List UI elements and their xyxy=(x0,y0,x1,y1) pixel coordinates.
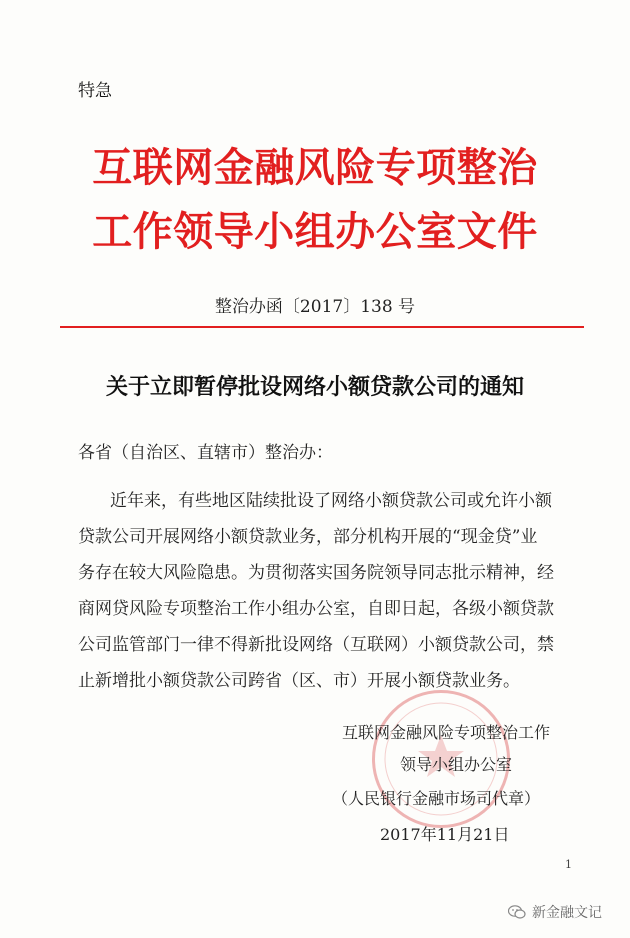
signature-proxy: （人民银行金融市场司代章） xyxy=(332,789,541,808)
signature-org-line1: 互联网金融风险专项整治工作 xyxy=(342,723,551,742)
urgency-label: 特急 xyxy=(78,81,112,101)
wechat-icon xyxy=(508,905,526,919)
body-line: 商网贷风险专项整治工作小组办公室，自即日起，各级小额贷款 xyxy=(78,599,554,619)
document-title-line1: 互联网金融风险专项整治 xyxy=(92,144,538,191)
document-title-line2: 工作领导小组办公室文件 xyxy=(92,208,538,255)
signature-date: 2017年11月21日 xyxy=(380,825,510,844)
notice-subject: 关于立即暂停批设网络小额贷款公司的通知 xyxy=(105,375,524,400)
body-line: 务存在较大风险隐患。为贯彻落实国务院领导同志批示精神，经 xyxy=(78,563,554,583)
body-line: 公司监管部门一律不得新批设网络（互联网）小额贷款公司，禁 xyxy=(78,635,554,655)
page-number: 1 xyxy=(565,858,572,871)
signature-org-line2: 领导小组办公室 xyxy=(400,755,513,774)
watermark-text: 新金融文记 xyxy=(532,905,602,921)
body-line: 止新增批小额贷款公司跨省（区、市）开展小额贷款业务。 xyxy=(78,671,520,691)
red-divider xyxy=(60,326,584,328)
document-number: 整治办函〔2017〕138 号 xyxy=(214,297,416,317)
body-line: 贷款公司开展网络小额贷款业务，部分机构开展的“现金贷”业 xyxy=(78,527,538,547)
watermark xyxy=(508,902,602,922)
notice-addressee: 各省（自治区、直辖市）整治办： xyxy=(78,443,333,463)
body-line: 近年来，有些地区陆续批设了网络小额贷款公司或允许小额 xyxy=(110,491,552,511)
